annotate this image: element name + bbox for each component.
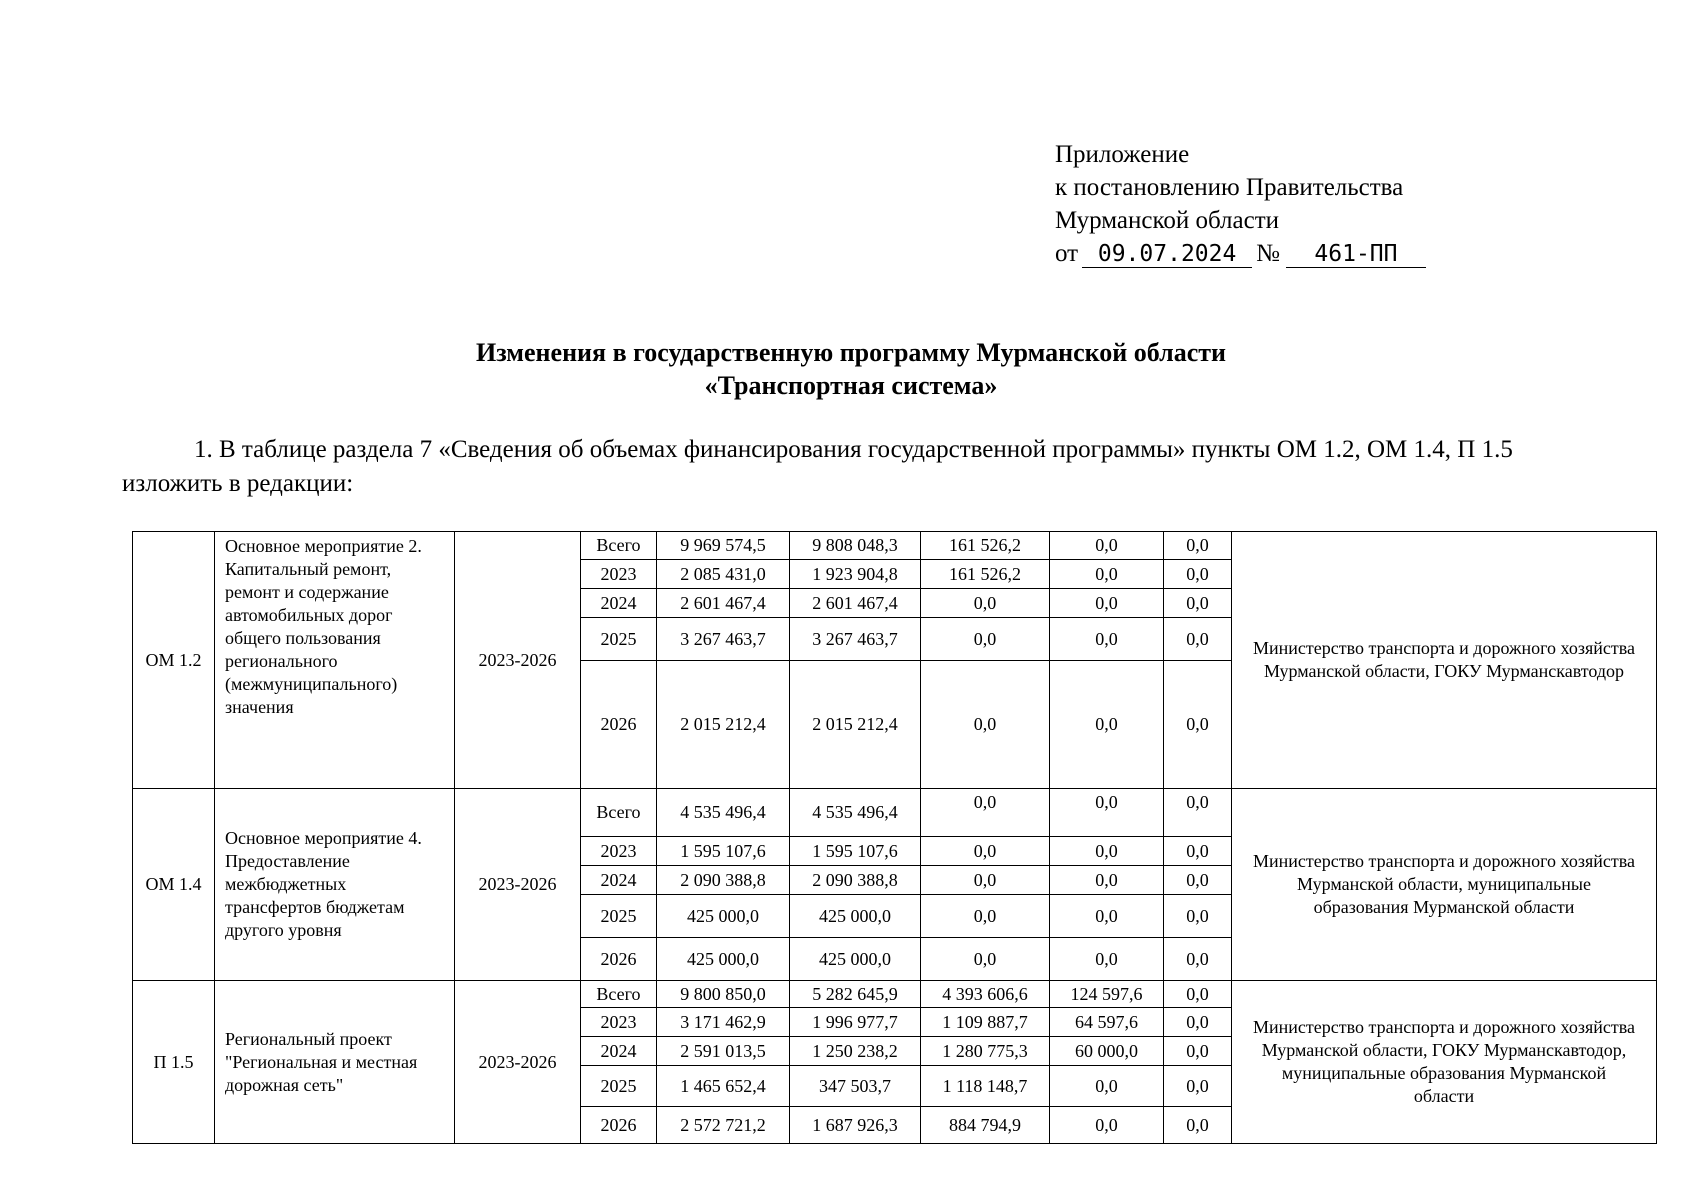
value-cell: 0,0 — [1050, 589, 1164, 618]
financing-table — [132, 531, 1657, 1144]
value-cell: 4 393 606,6 — [921, 981, 1050, 1008]
table-row — [133, 789, 1657, 837]
year-cell: 2023 — [581, 560, 657, 589]
value-cell: 2 085 431,0 — [657, 560, 790, 589]
value-cell: 0,0 — [1164, 661, 1232, 789]
value-cell: 425 000,0 — [657, 895, 790, 938]
year-cell: Всего — [581, 532, 657, 560]
value-cell: 0,0 — [1164, 532, 1232, 560]
value-cell: 60 000,0 — [1050, 1037, 1164, 1066]
value-cell: 0,0 — [1164, 789, 1232, 837]
value-cell: 425 000,0 — [657, 938, 790, 981]
year-cell: 2025 — [581, 895, 657, 938]
year-cell: 2023 — [581, 837, 657, 866]
item-name: Основное мероприятие 4. Предоставление межбюджетных трансфертов бюджетам другого уровня — [215, 789, 455, 981]
value-cell: 2 090 388,8 — [657, 866, 790, 895]
appendix-line-1: Приложение — [1055, 141, 1190, 168]
value-cell: 0,0 — [1164, 1066, 1232, 1107]
value-cell: 0,0 — [921, 938, 1050, 981]
item-executor: Министерство транспорта и дорожного хозяйства Мурманской области, ГОКУ Мурманскавтодор, муниципальные образования Мурманской области — [1232, 981, 1657, 1144]
value-cell: 0,0 — [1164, 1037, 1232, 1066]
value-cell: 2 601 467,4 — [790, 589, 921, 618]
item-executor: Министерство транспорта и дорожного хозяйства Мурманской области, ГОКУ Мурманскавтодор — [1232, 532, 1657, 789]
value-cell: 347 503,7 — [790, 1066, 921, 1107]
value-cell: 0,0 — [1164, 1008, 1232, 1037]
item-period: 2023-2026 — [455, 789, 581, 981]
value-cell: 0,0 — [921, 618, 1050, 661]
year-cell: 2024 — [581, 589, 657, 618]
value-cell: 0,0 — [1164, 938, 1232, 981]
title-line-2: «Транспортная система» — [704, 371, 998, 400]
value-cell: 0,0 — [1050, 661, 1164, 789]
value-cell: 0,0 — [1164, 1107, 1232, 1144]
value-cell: 2 015 212,4 — [657, 661, 790, 789]
value-cell: 0,0 — [1050, 560, 1164, 589]
value-cell: 0,0 — [1164, 837, 1232, 866]
value-cell: 0,0 — [1164, 560, 1232, 589]
document-title — [0, 336, 1702, 402]
appendix-line-2: к постановлению Правительства — [1055, 174, 1404, 201]
value-cell: 0,0 — [1164, 895, 1232, 938]
year-cell: 2026 — [581, 1107, 657, 1144]
title-line-1: Изменения в государственную программу Мурманской области — [476, 338, 1226, 367]
item-period: 2023-2026 — [455, 981, 581, 1144]
year-cell: Всего — [581, 789, 657, 837]
value-cell: 0,0 — [1050, 1107, 1164, 1144]
value-cell: 0,0 — [1164, 618, 1232, 661]
value-cell: 1 595 107,6 — [790, 837, 921, 866]
value-cell: 1 465 652,4 — [657, 1066, 790, 1107]
item-code: ОМ 1.4 — [133, 789, 215, 981]
year-cell: 2024 — [581, 1037, 657, 1066]
year-cell: 2026 — [581, 938, 657, 981]
value-cell: 0,0 — [1164, 866, 1232, 895]
item-executor: Министерство транспорта и дорожного хозяйства Мурманской области, муниципальные образования Мурманской области — [1232, 789, 1657, 981]
value-cell: 2 015 212,4 — [790, 661, 921, 789]
value-cell: 1 109 887,7 — [921, 1008, 1050, 1037]
value-cell: 2 572 721,2 — [657, 1107, 790, 1144]
value-cell: 0,0 — [921, 589, 1050, 618]
item-name: Региональный проект "Региональная и местная дорожная сеть" — [215, 981, 455, 1144]
resolution-number: 461-ПП — [1286, 241, 1426, 268]
table-row — [133, 981, 1657, 1008]
value-cell: 2 601 467,4 — [657, 589, 790, 618]
year-cell: Всего — [581, 981, 657, 1008]
value-cell: 0,0 — [921, 837, 1050, 866]
value-cell: 0,0 — [921, 866, 1050, 895]
appendix-block — [1055, 138, 1426, 270]
year-cell: 2025 — [581, 1066, 657, 1107]
value-cell: 0,0 — [1164, 981, 1232, 1008]
appendix-line-4 — [1055, 237, 1426, 270]
value-cell: 1 687 926,3 — [790, 1107, 921, 1144]
value-cell: 0,0 — [1050, 895, 1164, 938]
intro-paragraph: 1. В таблице раздела 7 «Сведения об объемах финансирования государственной программы» пункты ОМ 1.2, ОМ 1.4, П 1.5 изложить в редакции: — [122, 436, 1513, 497]
value-cell: 9 800 850,0 — [657, 981, 790, 1008]
appendix-number-label: № — [1256, 240, 1280, 267]
value-cell: 1 250 238,2 — [790, 1037, 921, 1066]
value-cell: 9 808 048,3 — [790, 532, 921, 560]
value-cell: 124 597,6 — [1050, 981, 1164, 1008]
value-cell: 1 118 148,7 — [921, 1066, 1050, 1107]
item-name: Основное мероприятие 2. Капитальный ремонт, ремонт и содержание автомобильных дорог общего пользования регионального (межмуниципального) значения — [215, 532, 455, 789]
appendix-line-3: Мурманской области — [1055, 207, 1280, 234]
value-cell: 425 000,0 — [790, 938, 921, 981]
value-cell: 0,0 — [1050, 1066, 1164, 1107]
appendix-from-label: от — [1055, 240, 1079, 267]
table-row — [133, 532, 1657, 560]
value-cell: 161 526,2 — [921, 532, 1050, 560]
item-code: ОМ 1.2 — [133, 532, 215, 789]
value-cell: 4 535 496,4 — [657, 789, 790, 837]
value-cell: 1 595 107,6 — [657, 837, 790, 866]
value-cell: 2 591 013,5 — [657, 1037, 790, 1066]
value-cell: 1 280 775,3 — [921, 1037, 1050, 1066]
year-cell: 2024 — [581, 866, 657, 895]
value-cell: 0,0 — [1050, 837, 1164, 866]
value-cell: 3 171 462,9 — [657, 1008, 790, 1037]
value-cell: 1 996 977,7 — [790, 1008, 921, 1037]
value-cell: 3 267 463,7 — [657, 618, 790, 661]
value-cell: 0,0 — [921, 661, 1050, 789]
year-cell: 2025 — [581, 618, 657, 661]
value-cell: 5 282 645,9 — [790, 981, 921, 1008]
item-period: 2023-2026 — [455, 532, 581, 789]
value-cell: 3 267 463,7 — [790, 618, 921, 661]
year-cell: 2023 — [581, 1008, 657, 1037]
value-cell: 425 000,0 — [790, 895, 921, 938]
item-code: П 1.5 — [133, 981, 215, 1144]
value-cell: 0,0 — [1050, 866, 1164, 895]
value-cell: 161 526,2 — [921, 560, 1050, 589]
value-cell: 1 923 904,8 — [790, 560, 921, 589]
value-cell: 0,0 — [1164, 589, 1232, 618]
value-cell: 0,0 — [921, 895, 1050, 938]
year-cell: 2026 — [581, 661, 657, 789]
value-cell: 9 969 574,5 — [657, 532, 790, 560]
value-cell: 884 794,9 — [921, 1107, 1050, 1144]
value-cell: 2 090 388,8 — [790, 866, 921, 895]
value-cell: 0,0 — [1050, 938, 1164, 981]
value-cell: 0,0 — [1050, 532, 1164, 560]
value-cell: 0,0 — [1050, 789, 1164, 837]
value-cell: 0,0 — [1050, 618, 1164, 661]
value-cell: 4 535 496,4 — [790, 789, 921, 837]
value-cell: 64 597,6 — [1050, 1008, 1164, 1037]
resolution-date: 09.07.2024 — [1082, 241, 1252, 268]
value-cell: 0,0 — [921, 789, 1050, 837]
